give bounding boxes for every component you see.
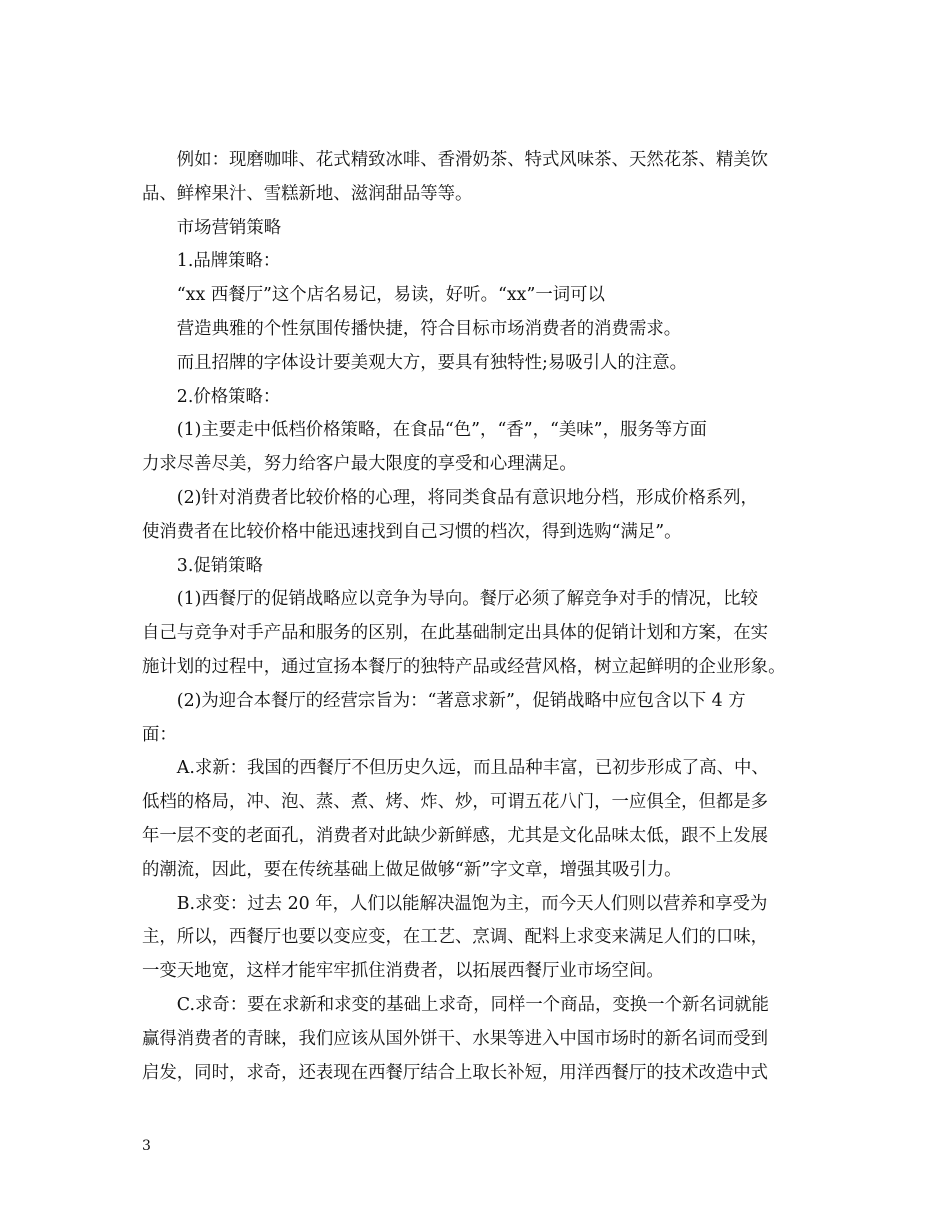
text-line: 市场营销策略 <box>142 217 282 238</box>
text-line: 而且招牌的字体设计要美观大方，要具有独特性;易吸引人的注意。 <box>142 352 687 373</box>
text-line: 品、鲜榨果汁、雪糕新地、滋润甜品等等。 <box>142 183 473 204</box>
text-block <box>142 144 824 1090</box>
text-line: 3.促销策略 <box>142 555 263 576</box>
text-line: 使消费者在比较价格中能迅速找到自己习惯的档次，得到选购“满足”。 <box>142 521 682 542</box>
text-line: 营造典雅的个性氛围传播快捷，符合目标市场消费者的消费需求。 <box>142 318 682 339</box>
page-number: 3 <box>142 1138 151 1154</box>
text-line: 启发，同时，求奇，还表现在西餐厅结合上取长补短，用洋西餐厅的技术改造中式 <box>142 1062 769 1083</box>
text-line: 2.价格策略： <box>142 386 281 407</box>
text-line: 的潮流，因此，要在传统基础上做足做够“新”字文章，增强其吸引力。 <box>142 859 682 880</box>
text-line: (1)西餐厅的促销战略应以竞争为导向。餐厅必须了解竞争对手的情况，比较 <box>142 589 758 610</box>
text-line: 主，所以，西餐厅也要以变应变，在工艺、烹调、配料上求变来满足人们的口味， <box>142 927 769 948</box>
text-line: 力求尽善尽美，努力给客户最大限度的享受和心理满足。 <box>142 454 577 475</box>
text-line: 1.品牌策略： <box>142 251 281 272</box>
text-line: 赢得消费者的青睐，我们应该从国外饼干、水果等进入中国市场时的新名词而受到 <box>142 1028 769 1049</box>
text-line: 年一层不变的老面孔，消费者对此缺少新鲜感，尤其是文化品味太低，跟不上发展 <box>142 825 769 846</box>
text-line: 例如：现磨咖啡、花式精致冰啡、香滑奶茶、特式风味茶、天然花茶、精美饮 <box>142 150 769 170</box>
text-line: (2)为迎合本餐厅的经营宗旨为：“著意求新”，促销战略中应包含以下 4 方 <box>142 690 746 711</box>
text-line: 一变天地宽，这样才能牢牢抓住消费者，以拓展西餐厅业市场空间。 <box>142 961 664 982</box>
text-line: C.求奇：要在求新和求变的基础上求奇，同样一个商品，变换一个新名词就能 <box>142 994 769 1015</box>
text-line: 低档的格局，冲、泡、蒸、煮、烤、炸、炒，可谓五花八门，一应俱全，但都是多 <box>142 792 769 813</box>
document-body <box>142 144 824 1090</box>
text-line: 施计划的过程中，通过宣扬本餐厅的独特产品或经营风格，树立起鲜明的企业形象。 <box>142 656 786 677</box>
text-line: 面： <box>142 724 177 745</box>
text-line: A.求新：我国的西餐厅不但历史久远，而且品种丰富，已初步形成了高、中、 <box>142 758 769 779</box>
text-line: (2)针对消费者比较价格的心理，将同类食品有意识地分档，形成价格系列， <box>142 487 758 508</box>
text-line: B.求变：过去 20 年，人们以能解决温饱为主，而今天人们则以营养和享受为 <box>142 893 768 914</box>
text-line: (1)主要走中低档价格策略，在食品“色”，“香”，“美味”，服务等方面 <box>142 420 707 441</box>
text-line: “xx 西餐厅”这个店名易记，易读，好听。“xx”一词可以 <box>142 285 605 306</box>
text-line: 自己与竞争对手产品和服务的区别，在此基础制定出具体的促销计划和方案，在实 <box>142 623 769 644</box>
